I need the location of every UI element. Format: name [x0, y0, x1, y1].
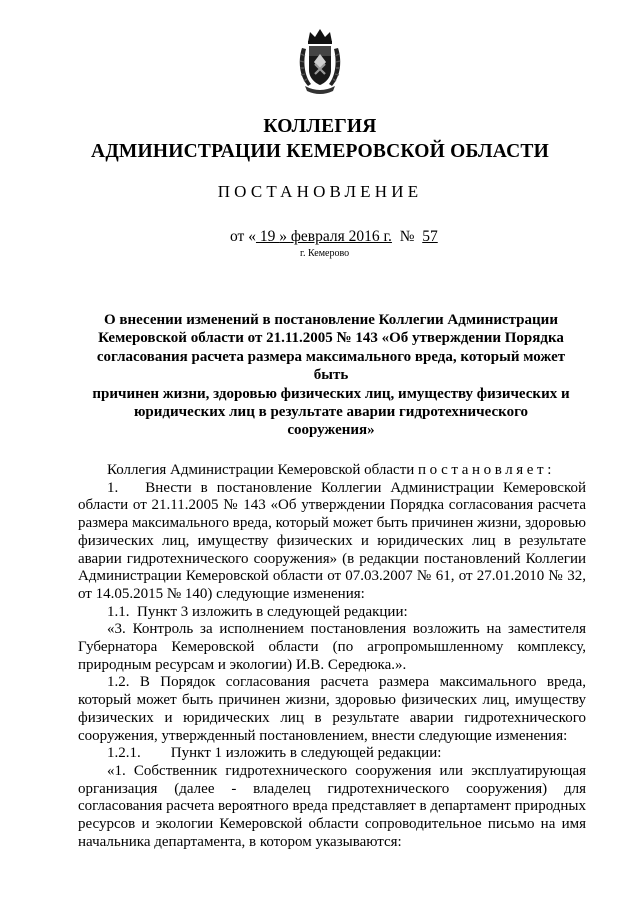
paragraph-1-2-1-quote: «1. Собственник гидротехнического сооружения или эксплуатирующая организация (далее - владелец гидротехнического сооружения) для согласования расчета вероятного вреда представляет в департамент природных ресурсов и экологии Кемеровской области сопроводительное письмо на имя начальника департамента, в котором указываются:: [78, 762, 586, 850]
date-month-year: февраля 2016 г.: [290, 228, 392, 245]
paragraph-1-1-quote: «3. Контроль за исполнением постановления возложить на заместителя Губернатора Кемеровской области (по агропромышленному комплексу, природным ресурсам и экологии) И.В. Середюка.».: [78, 621, 586, 673]
intro-paragraph: [78, 462, 586, 480]
paragraph-1-2-1: 1.2.1. Пункт 1 изложить в следующей редакции:: [107, 745, 442, 762]
document-subject: [92, 311, 570, 440]
date-number-line: [230, 228, 438, 246]
subject-line: Кемеровской области от 21.11.2005 № 143 «Об утверждении Порядка: [98, 330, 564, 347]
subject-line: О внесении изменений в постановление Коллегии Администрации: [104, 312, 558, 328]
org-title-line1: КОЛЛЕГИЯ: [263, 116, 377, 137]
coat-of-arms-emblem: [296, 26, 344, 96]
date-prefix: от «: [230, 228, 256, 245]
paragraph-1-1: 1.1. Пункт 3 изложить в следующей редакции:: [107, 603, 408, 620]
subject-line: юридических лиц в результате аварии гидротехнического сооружения»: [133, 404, 529, 439]
number-label: №: [391, 228, 423, 245]
date-day: 19: [255, 228, 280, 245]
org-title-line2: АДМИНИСТРАЦИИ КЕМЕРОВСКОЙ ОБЛАСТИ: [91, 141, 549, 162]
intro-decree-word: постановляет:: [418, 462, 555, 478]
intro-text: Коллегия Администрации Кемеровской области: [107, 462, 419, 478]
document-body: [78, 462, 590, 851]
subject-line: согласования расчета размера максимального вреда, который может быть: [96, 348, 566, 384]
subject-line: причинен жизни, здоровью физических лиц, имуществу физических и: [92, 385, 570, 402]
paragraph-1: 1. Внести в постановление Коллегии Администрации Кемеровской области от 21.11.2005 № 143 «Об утверждении Порядка согласования расчета размера максимального вреда, который может быть причинен жизни, здоровью физических лиц, имуществу физических и юридических лиц в результате аварии гидротехнического сооружения» (в редакции постановлений Коллегии Администрации Кемеровской области от 07.03.2007 № 61, от 27.01.2010 № 32, от 14.05.2015 № 140) следующие изменения:: [78, 479, 590, 602]
document-type: ПОСТАНОВЛЕНИЕ: [217, 182, 423, 201]
document-number: 57: [422, 228, 438, 245]
city-label: г. Кемерово: [300, 248, 350, 259]
paragraph-1-2: 1.2. В Порядок согласования расчета размера максимального вреда, который может быть причинен жизни, здоровью физических лиц, имуществу физических и юридических лиц в результате аварии гидротехнического сооружения, утвержденный постановлением, внести следующие изменения:: [78, 674, 586, 744]
date-mid: »: [279, 228, 291, 245]
